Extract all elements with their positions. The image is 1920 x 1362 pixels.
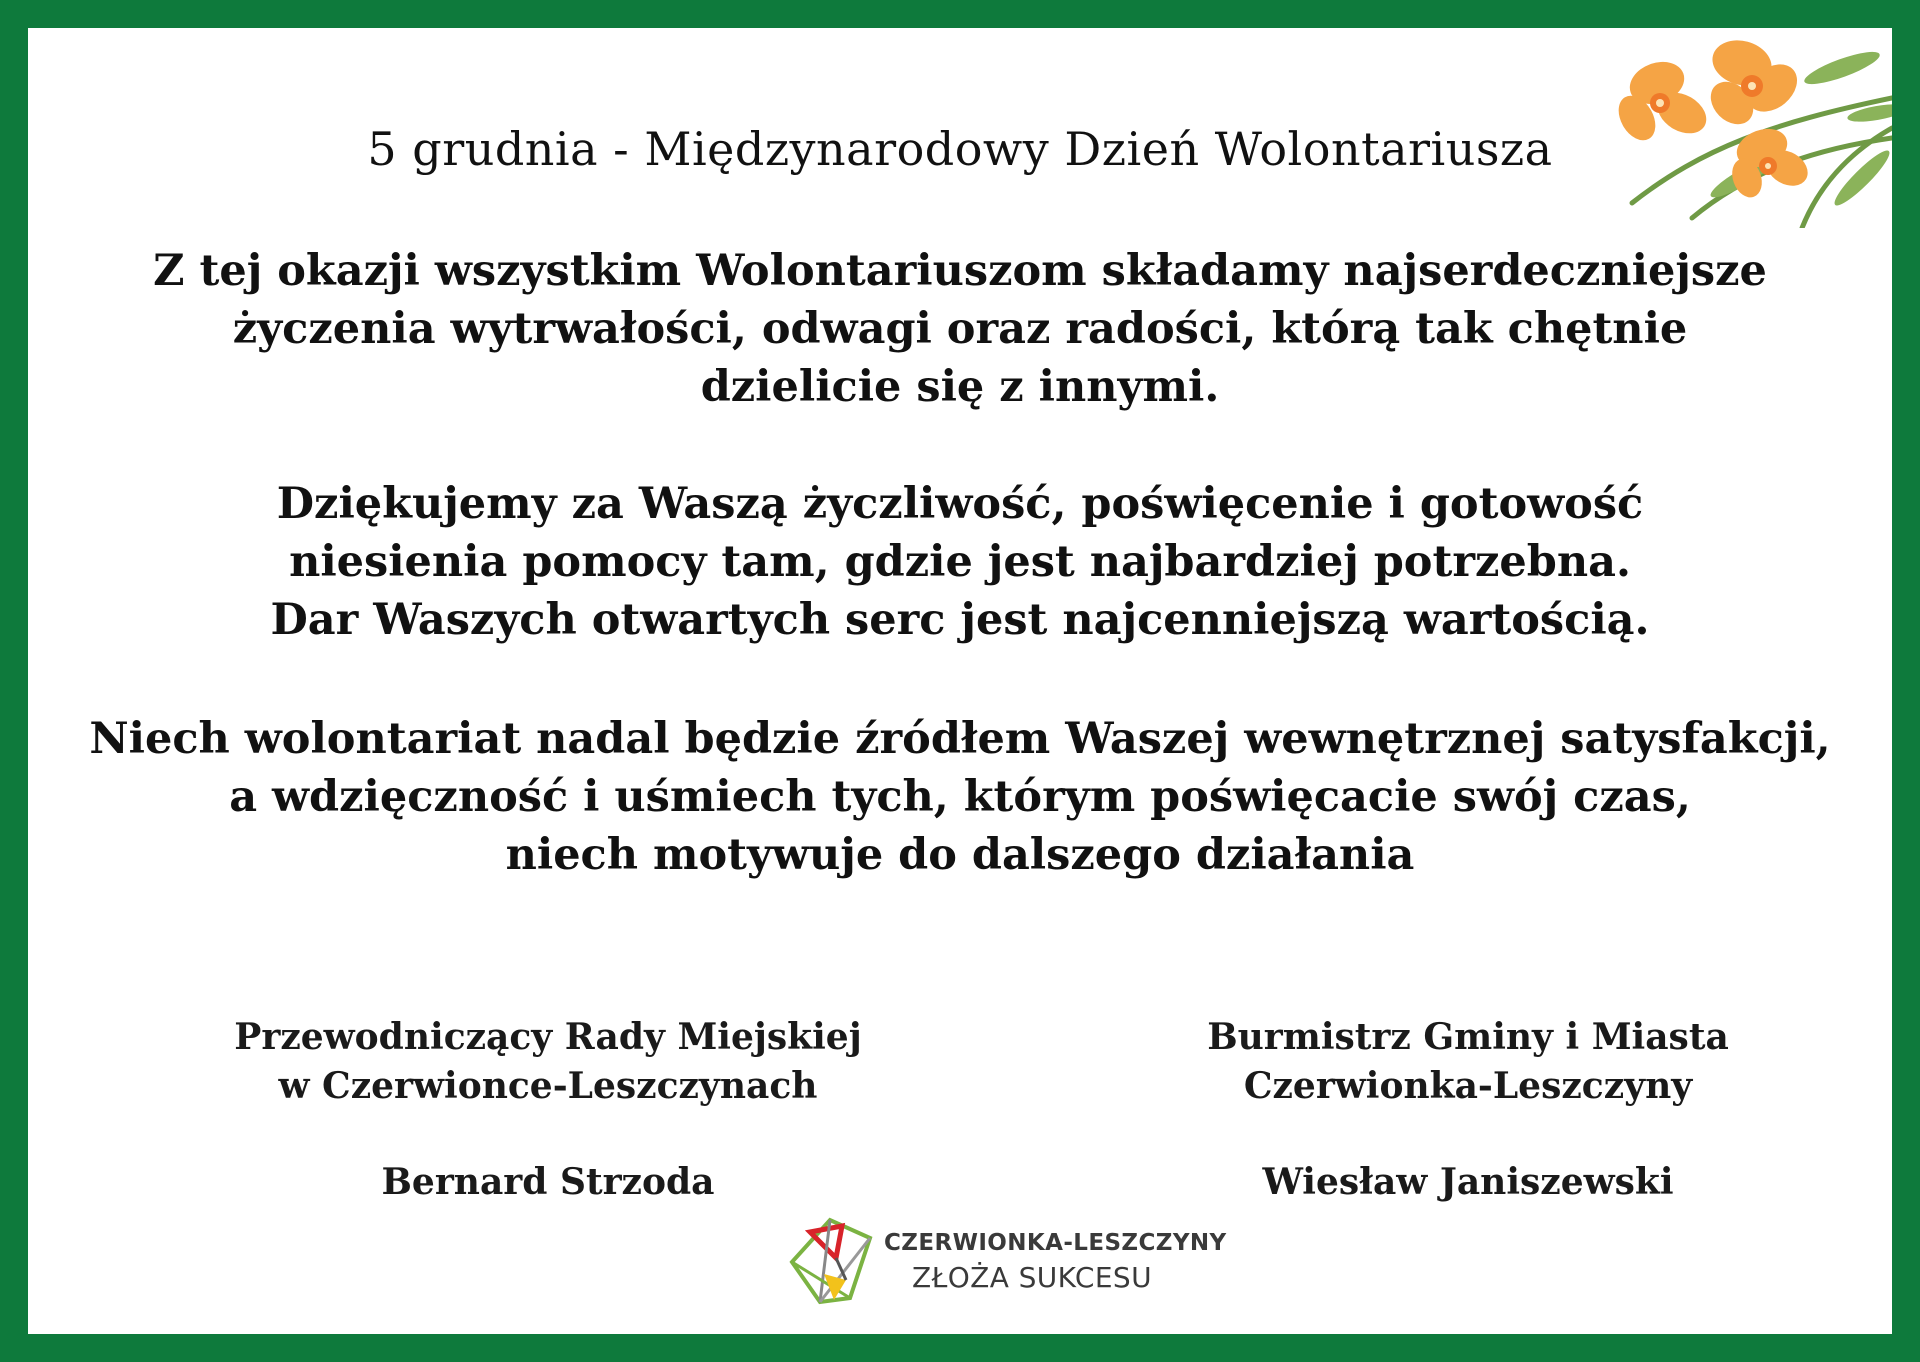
signature-role-line: Burmistrz Gminy i Miasta bbox=[1207, 1016, 1729, 1058]
card-title: 5 grudnia - Międzynarodowy Dzień Wolontariusza bbox=[367, 122, 1553, 176]
paragraph-motivation bbox=[28, 710, 1892, 884]
signature-role-line: Czerwionka-Leszczyny bbox=[1243, 1065, 1693, 1107]
paragraph-line: a wdzięczność i uśmiech tych, którym poświęcacie swój czas, bbox=[229, 772, 1691, 822]
paragraph-line: Dziękujemy za Waszą życzliwość, poświęcenie i gotowość bbox=[276, 479, 1644, 529]
paragraph-line: Niech wolontariat nadal będzie źródłem Waszej wewnętrznej satysfakcji, bbox=[89, 714, 1831, 764]
logo-slogan: ZŁOŻA SUKCESU bbox=[912, 1261, 1153, 1294]
paragraph-line: niech motywuje do dalszego działania bbox=[505, 830, 1415, 880]
paragraph-line: życzenia wytrwałości, odwagi oraz radości, którą tak chętnie bbox=[232, 304, 1688, 354]
paragraph-thanks bbox=[28, 475, 1892, 649]
city-logo bbox=[780, 1214, 1227, 1309]
signature-name: Wiesław Janiszewski bbox=[1262, 1161, 1674, 1203]
paragraph-wishes bbox=[28, 242, 1892, 416]
logo-city-name: CZERWIONKA-LESZCZYNY bbox=[884, 1230, 1227, 1256]
paragraph-line: niesienia pomocy tam, gdzie jest najbardziej potrzebna. bbox=[289, 537, 1631, 587]
paragraph-line: dzielicie się z innymi. bbox=[700, 362, 1220, 412]
paragraph-line: Dar Waszych otwartych serc jest najcenniejszą wartością. bbox=[270, 595, 1650, 645]
signature-mayor bbox=[1168, 1013, 1768, 1207]
signature-role-line: Przewodniczący Rady Miejskiej bbox=[234, 1016, 862, 1058]
signature-role-line: w Czerwionce-Leszczynach bbox=[278, 1065, 818, 1107]
paragraph-line: Z tej okazji wszystkim Wolontariuszom składamy najserdeczniejsze bbox=[153, 246, 1767, 296]
signature-council-chairman bbox=[208, 1013, 888, 1207]
signature-name: Bernard Strzoda bbox=[381, 1161, 715, 1203]
crystal-logo-icon bbox=[780, 1214, 876, 1309]
